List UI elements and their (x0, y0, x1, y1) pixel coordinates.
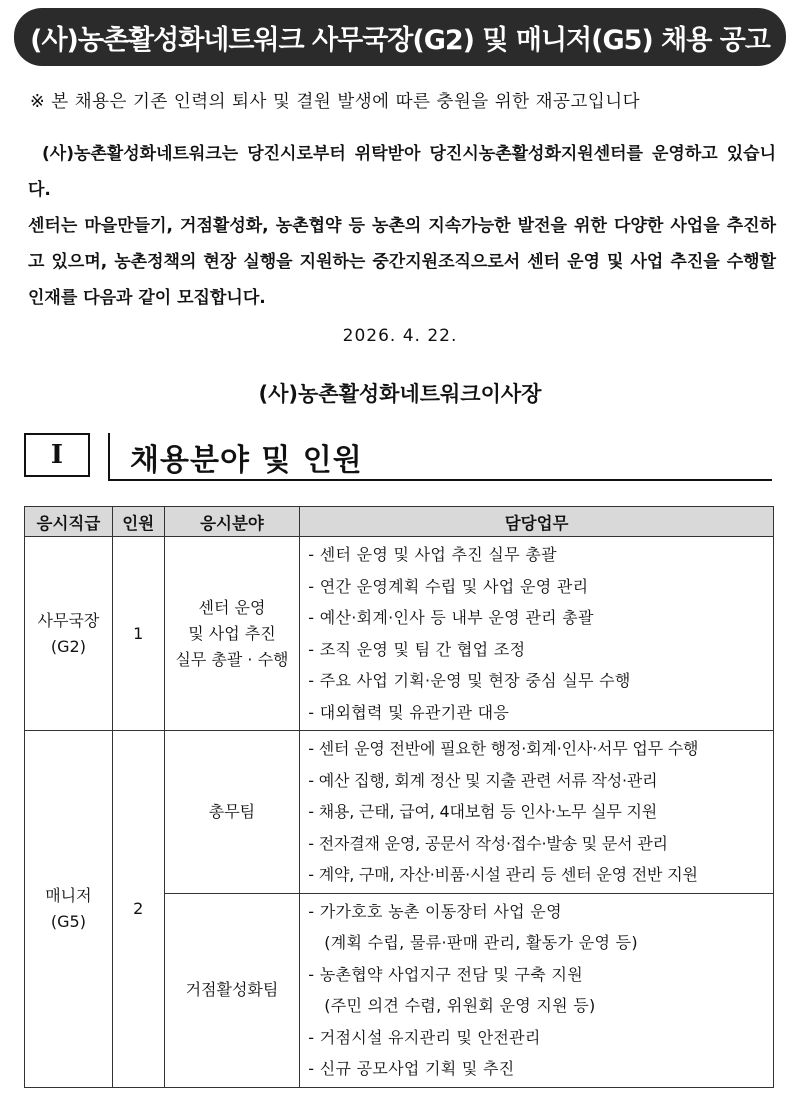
section-title: 채용분야 및 인원 (130, 443, 363, 478)
manager-rank (25, 731, 113, 1088)
duty-item: - 계약, 구매, 자산·비품·시설 관리 등 센터 운영 전반 지원 (308, 865, 698, 884)
intro-paragraph-1: (사)농촌활성화네트워크는 당진시로부터 위탁받아 당진시농촌활성화지원센터를 운영하고 있습니다. (28, 144, 776, 200)
table-row-director (25, 537, 774, 731)
duty-item: - 가가호호 농촌 이동장터 사업 운영 (308, 901, 562, 921)
header-field: 응시분야 (164, 507, 300, 537)
hub-team-field: 거점활성화팀 (164, 893, 300, 1087)
admin-team-field: 총무팀 (164, 731, 300, 894)
director-rank-grade: (G2) (50, 636, 86, 656)
org-signature: (사)농촌활성화네트워크이사장 (258, 382, 542, 406)
director-field-line: 및 사업 추진 (188, 623, 276, 643)
intro-paragraph-2: 센터는 마을만들기, 거점활성화, 농촌협약 등 농촌의 지속가능한 발전을 위한 다양한 사업을 추진하고 있으며, 농촌정책의 현장 실행을 지원하는 중간지원조직으로서 센터 운영 및 사업 추진을 수행할 인재를 다음과 같이 모집합니다. (28, 216, 776, 308)
admin-team-duties (300, 731, 774, 894)
director-count: 1 (112, 537, 164, 731)
manager-rank-title: 매니저 (45, 885, 92, 905)
duty-item: - 대외협력 및 유관기관 대응 (308, 702, 510, 722)
section-divider (108, 433, 110, 479)
duty-item: - 센터 운영 및 사업 추진 실무 총괄 (308, 545, 557, 564)
duty-item: - 센터 운영 전반에 필요한 행정·회계·인사·서무 업무 수행 (308, 739, 699, 758)
duty-item-detail: (계획 수립, 물류·판매 관리, 활동가 운영 등) (324, 933, 638, 952)
duty-item: - 신규 공모사업 기획 및 추진 (308, 1059, 515, 1078)
director-rank-title: 사무국장 (37, 610, 100, 630)
duty-item: - 조직 운영 및 팀 간 협업 조정 (308, 639, 526, 659)
section-header (24, 433, 772, 481)
reannouncement-note: ※ 본 채용은 기존 인력의 퇴사 및 결원 발생에 따른 충원을 위한 재공고입니다 (30, 92, 641, 112)
table-row-manager-admin (25, 731, 774, 894)
duty-item-detail: (주민 의견 수렴, 위원회 운영 지원 등) (324, 996, 596, 1015)
director-rank (25, 537, 113, 731)
manager-count: 2 (112, 731, 164, 1088)
intro-section (28, 136, 776, 316)
section-underline (108, 479, 772, 481)
director-duties (300, 537, 774, 731)
manager-rank-grade: (G5) (50, 911, 86, 931)
duty-item: - 예산·회계·인사 등 내부 운영 관리 총괄 (308, 608, 594, 627)
page-title: (사)농촌활성화네트워크 사무국장(G2) 및 매니저(G5) 채용 공고 (14, 8, 786, 66)
duty-item: - 농촌협약 사업지구 전담 및 구축 지원 (308, 964, 583, 984)
section-number: I (24, 433, 90, 477)
header-count: 인원 (112, 507, 164, 537)
recruitment-table (24, 506, 774, 1088)
director-field (164, 537, 300, 731)
duty-item: - 주요 사업 기획·운영 및 현장 중심 실무 수행 (308, 671, 631, 690)
duty-item: - 예산 집행, 회계 정산 및 지출 관련 서류 작성·관리 (308, 770, 658, 790)
header-duties: 담당업무 (300, 507, 774, 537)
director-field-line: 실무 총괄 · 수행 (175, 649, 289, 669)
director-field-line: 센터 운영 (198, 597, 266, 617)
announcement-date: 2026. 4. 22. (342, 326, 458, 346)
duty-item: - 연간 운영계획 수립 및 사업 운영 관리 (308, 576, 589, 596)
duty-item: - 채용, 근태, 급여, 4대보험 등 인사·노무 실무 지원 (308, 802, 658, 821)
table-header-row (25, 507, 774, 537)
hub-team-duties (300, 893, 774, 1087)
header-rank: 응시직급 (25, 507, 113, 537)
duty-item: - 전자결재 운영, 공문서 작성·접수·발송 및 문서 관리 (308, 833, 668, 853)
duty-item: - 거점시설 유지관리 및 안전관리 (308, 1027, 541, 1047)
